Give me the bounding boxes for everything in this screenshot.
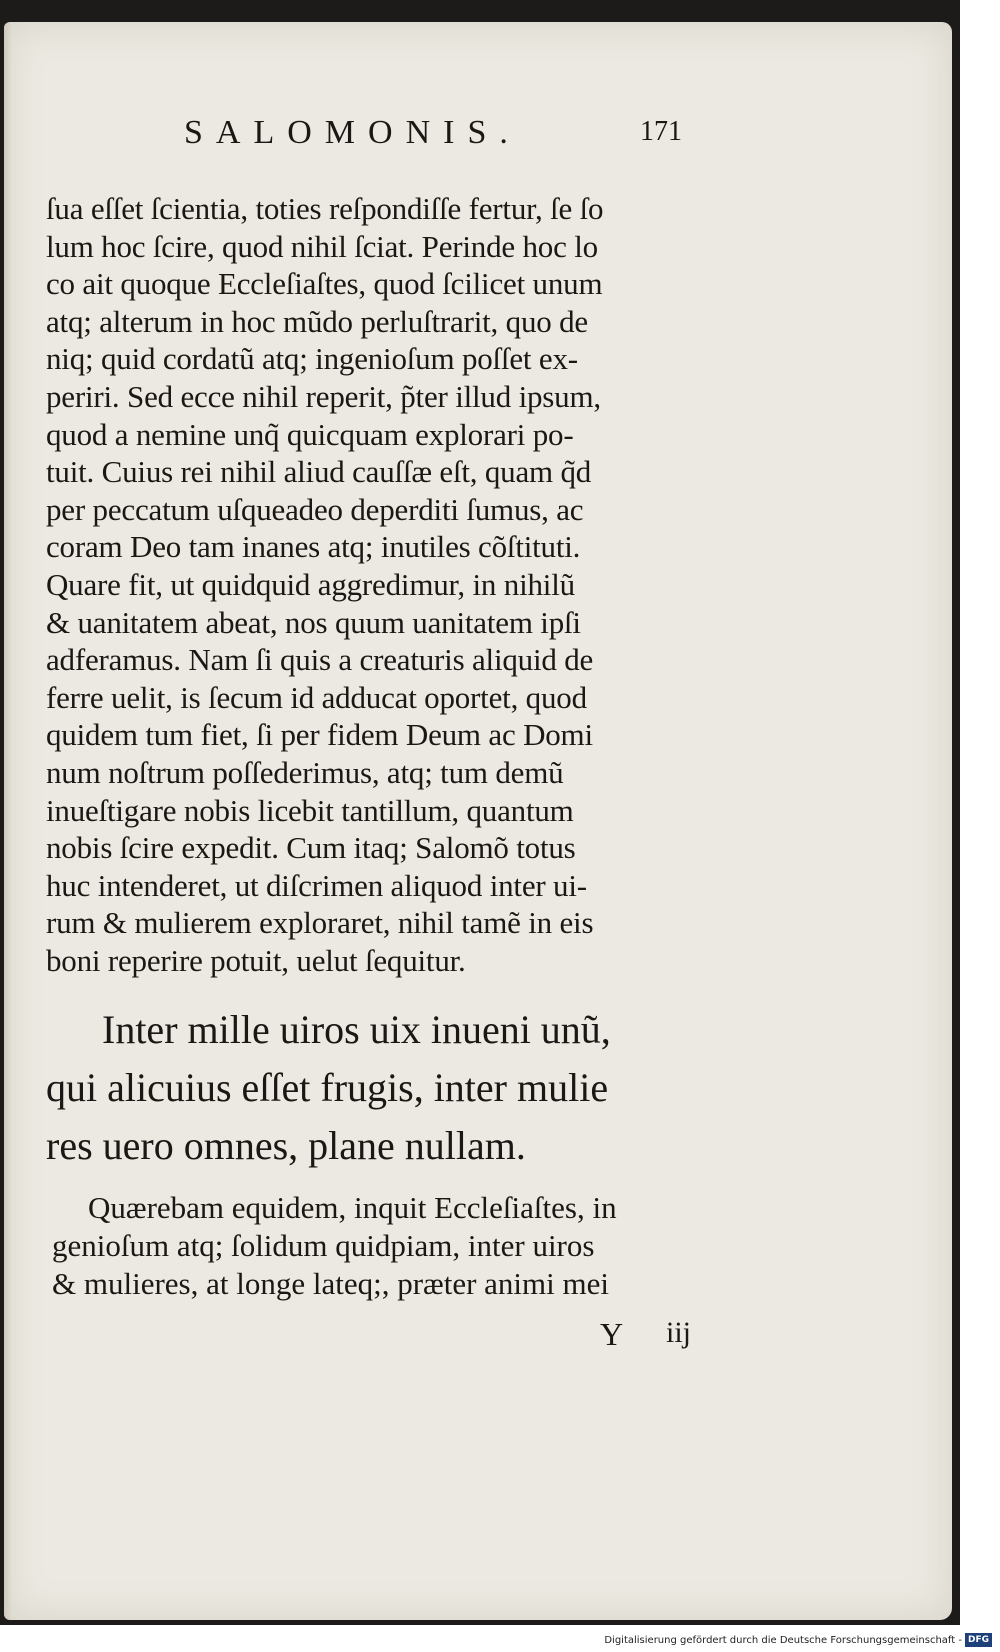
dfg-logo: DFG [965,1633,992,1647]
body-line: lum hoc ſcire, quod nihil ſciat. Perinde hoc lo [46,228,598,264]
commentary-paragraph [46,1189,746,1303]
credit-text: Digitalisierung gefördert durch die Deutsche Forschungsgemeinschaft - [604,1634,962,1646]
commentary-line: Quærebam equidem, inquit Eccleſiaſtes, in [88,1190,617,1226]
scripture-verse [46,1001,746,1175]
body-line: nobis ſcire expedit. Cum itaq; Salomõ totus [46,830,576,866]
verse-line: Inter mille uiros uix inueni unũ, [102,1007,611,1053]
body-line: coram Deo tam inanes atq; inutiles cõſtituti. [46,529,581,565]
body-line: boni reperire potuit, uelut ſequitur. [46,942,466,978]
body-line: quidem tum fiet, ſi per fidem Deum ac Domi [46,717,593,753]
body-line: tuit. Cuius rei nihil aliud cauſſæ eſt, quam q̃d [46,454,592,490]
body-line: adferamus. Nam ſi quis a creaturis aliquid de [46,642,594,678]
text-block [46,190,746,1303]
body-line: num noſtrum poſſederimus, atq; tum demũ [46,754,564,790]
body-line: & uanitatem abeat, nos quum uanitatem ipſi [46,604,581,640]
commentary-line: genioſum atq; ſolidum quidpiam, inter uiros [52,1228,595,1264]
body-line: co ait quoque Eccleſiaſtes, quod ſcilicet unum [46,266,603,302]
page-gutter-shadow [4,22,12,1620]
body-line: periri. Sed ecce nihil reperit, p̃ter illud ipsum, [46,378,601,414]
body-paragraph [46,190,746,979]
commentary-line: & mulieres, at longe lateq;, præter animi mei [52,1266,609,1302]
body-line: Quare fit, ut quidquid aggredimur, in nihilũ [46,566,575,602]
page-header [4,110,952,160]
body-line: ſua eſſet ſcientia, toties reſpondiſſe fertur, ſe ſo [46,191,604,226]
signature-number: iij [666,1316,692,1349]
body-line: niq; quid cordatũ atq; ingenioſum poſſet ex- [46,341,578,377]
body-line: per peccatum uſqueadeo deperditi ſumus, ac [46,491,584,527]
body-line: inueſtigare nobis licebit tantillum, quantum [46,792,574,828]
page-footer [4,1316,952,1356]
signature-mark: Y [600,1316,624,1352]
running-title: SALOMONIS. [184,114,521,151]
digitization-credit [604,1632,992,1648]
verse-line: qui alicuius eſſet frugis, inter mulie [46,1065,609,1111]
verse-line: res uero omnes, plane nullam. [46,1123,526,1169]
body-line: huc intenderet, ut diſcrimen aliquod inter ui- [46,867,587,903]
body-line: quod a nemine unq̃ quicquam explorari po- [46,416,574,452]
body-line: atq; alterum in hoc mũdo perluſtrarit, quo de [46,303,588,339]
folio-number: 171 [640,116,682,147]
book-page [4,22,952,1620]
body-line: ferre uelit, is ſecum id adducat oportet, quod [46,679,587,715]
body-line: rum & mulierem exploraret, nihil tamẽ in eis [46,905,594,941]
